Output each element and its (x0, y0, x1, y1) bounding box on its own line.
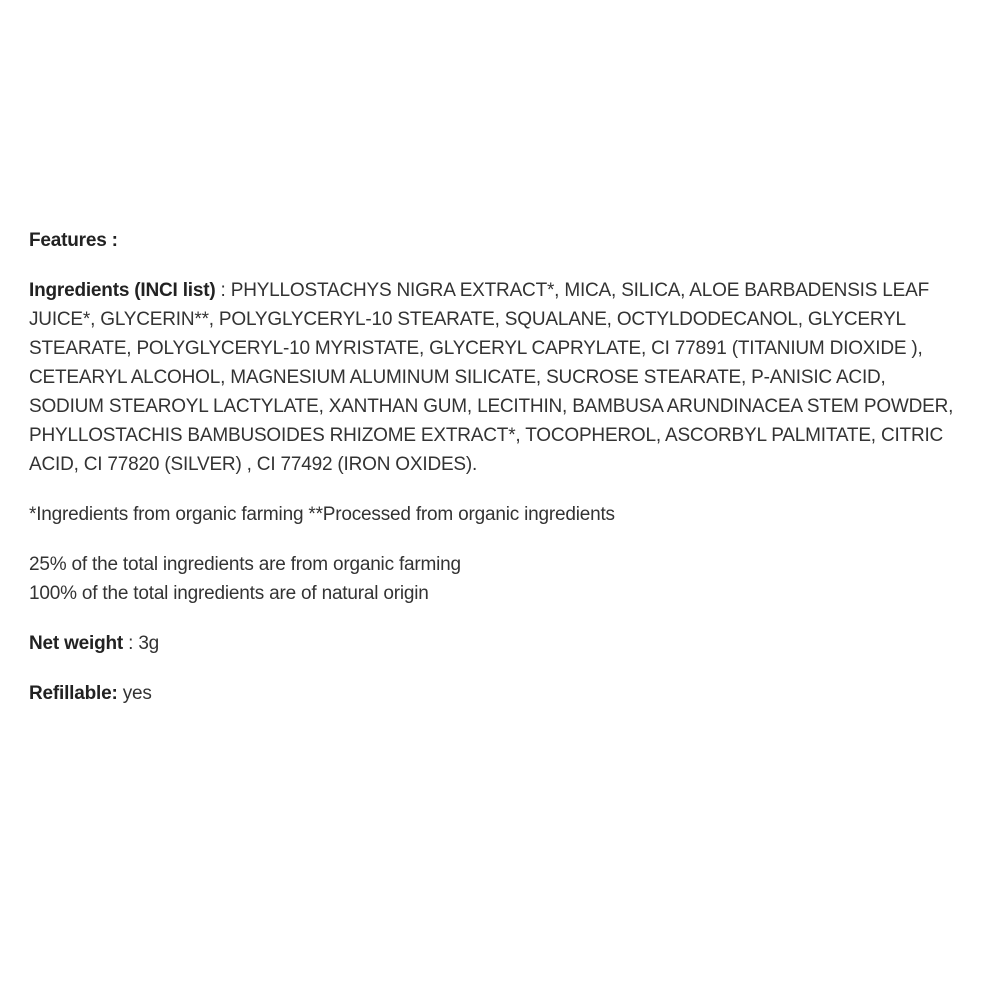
refillable-label: Refillable: (29, 683, 118, 704)
organic-percentage-line: 25% of the total ingredients are from organic farming (29, 554, 461, 575)
ingredients-label: Ingredients (INCI list) (29, 280, 216, 301)
refillable-value: yes (122, 683, 152, 704)
features-section (29, 226, 959, 255)
net-weight-label: Net weight (29, 633, 124, 654)
net-weight-separator: : (123, 633, 139, 654)
organic-footnote (29, 500, 959, 529)
ingredients-separator: : (215, 280, 231, 301)
net-weight-value: 3g (138, 633, 160, 654)
product-details (29, 226, 959, 729)
ingredients-list: PHYLLOSTACHYS NIGRA EXTRACT*, MICA, SILICA, ALOE BARBADENSIS LEAF JUICE*, GLYCERIN**, POLYGLYCERYL-10 STEARATE, SQUALANE, OCTYLDODECANOL, GLYCERYL STEARATE, POLYGLYCERYL-10 MYRISTATE, GLYCERYL CAPRYLATE, CI 77891 (TITANIUM DIOXIDE ), CETEARYL ALCOHOL, MAGNESIUM ALUMINUM SILICATE, SUCROSE STEARATE, P-ANISIC ACID, SODIUM STEAROYL LACTYLATE, XANTHAN GUM, LECITHIN, BAMBUSA ARUNDINACEA STEM POWDER, PHYLLOSTACHIS BAMBUSOIDES RHIZOME EXTRACT*, TOCOPHEROL, ASCORBYL PALMITATE, CITRIC ACID, CI 77820 (SILVER) , CI 77492 (IRON OXIDES). (29, 280, 954, 475)
ingredients-section (29, 276, 959, 479)
origin-section (29, 550, 959, 608)
net-weight-section (29, 629, 959, 658)
refillable-section (29, 679, 959, 708)
features-label: Features : (29, 230, 118, 251)
natural-percentage-line: 100% of the total ingredients are of natural origin (29, 583, 429, 604)
footnote-text: *Ingredients from organic farming **Processed from organic ingredients (29, 504, 615, 525)
